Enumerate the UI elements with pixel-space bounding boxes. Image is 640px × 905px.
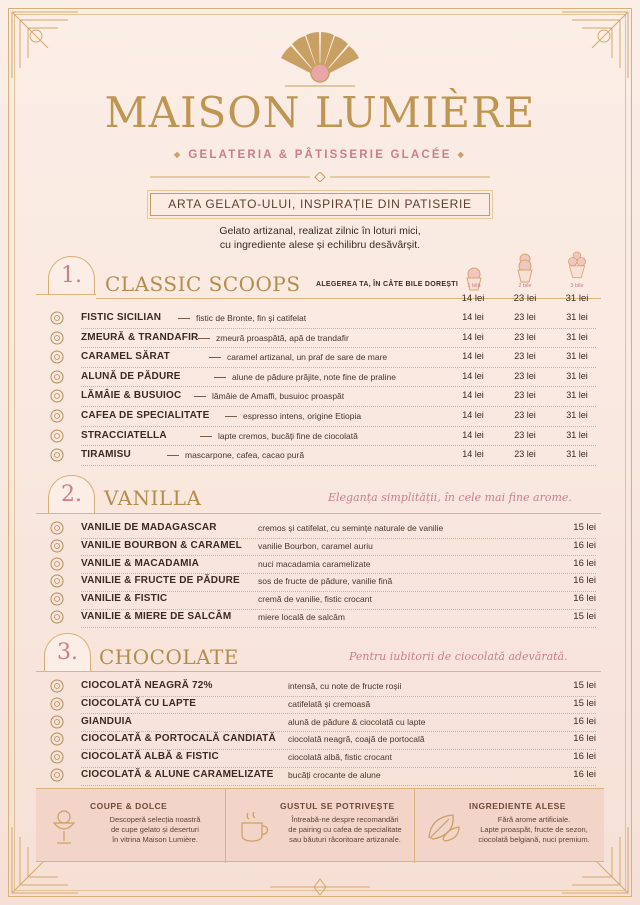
item-description: nuci macadamia caramelizate — [258, 558, 371, 569]
item-name: TIRAMISU — [81, 449, 131, 461]
menu-item-row — [48, 348, 596, 368]
item-price: 16 lei — [573, 733, 596, 745]
pistachio-icon — [50, 311, 64, 325]
honey-icon — [50, 610, 64, 624]
item-name: CIOCOLATĂ NEAGRĂ 72% — [81, 680, 213, 691]
item-description: sos de fructe de pădure, vanilie fină — [258, 576, 393, 587]
menu-item-row — [48, 519, 596, 539]
price-three-scoops: 31 lei — [566, 429, 588, 440]
coffee-bean-icon — [50, 409, 64, 423]
art-deco-fan-logo-icon — [275, 28, 365, 90]
item-name: CIOCOLATĂ ALBĂ & FISTIC — [81, 751, 219, 763]
subtitle-ampersand: & — [278, 149, 290, 161]
orange-icon — [50, 732, 64, 746]
menu-item-row — [48, 446, 596, 466]
price-one-scoop: 14 lei — [462, 331, 484, 342]
item-description: cremă de vanilie, fistic crocant — [258, 594, 372, 605]
item-price: 16 lei — [573, 769, 596, 780]
item-price: 16 lei — [573, 557, 596, 569]
menu-item-row — [48, 309, 596, 329]
intro-line: Gelato artizanal, realizat zilnic în loturi mici, — [219, 225, 421, 237]
sizes-caption: ALEGEREA TA, ÎN CÂTE BILE DOREȘTI — [316, 281, 459, 288]
diamond-icon: ◆ — [457, 150, 466, 159]
item-description: intensă, cu note de fructe roșii — [288, 681, 402, 691]
price-three-scoops: 31 lei — [566, 312, 588, 322]
section-rule — [36, 671, 96, 672]
item-price: 15 lei — [573, 522, 596, 533]
intro-line: cu ingrediente alese și echilibru desăvârșit. — [219, 239, 421, 251]
menu-item-row — [48, 677, 596, 697]
ornament-divider-icon — [150, 172, 490, 182]
white-chocolate-icon — [50, 750, 64, 764]
row-divider — [81, 465, 596, 466]
section-number: 1. — [48, 256, 95, 294]
item-description: fistic de Bronte, fin și catifelat — [196, 313, 307, 323]
item-name: VANILIE & MIERE DE SALCÂM — [81, 611, 232, 622]
item-name: CIOCOLATĂ CU LAPTE — [81, 697, 197, 709]
price-two-scoops: 23 lei — [514, 351, 536, 362]
price-one-scoop: 14 lei — [462, 410, 484, 420]
leader-dash — [214, 377, 226, 378]
feature-line: ciocolată belgiană, nuci premium. — [478, 835, 590, 844]
item-price: 16 lei — [573, 751, 596, 763]
item-description: alună de pădure & ciocolată cu lapte — [288, 716, 426, 727]
item-description: espresso intens, origine Etiopia — [243, 411, 362, 421]
leader-dash — [198, 338, 210, 339]
menu-item-row — [48, 766, 596, 786]
chocolate-flake-icon — [50, 429, 64, 443]
item-name: STRACCIATELLA — [81, 429, 167, 441]
berries-icon — [50, 574, 64, 588]
menu-item-row — [48, 427, 596, 447]
item-description: bucăți crocante de alune — [288, 770, 381, 780]
subtitle-patisserie: PÂTISSERIE GLACÉE — [294, 149, 452, 161]
item-description: lămâie de Amaffi, busuioc proaspăt — [212, 391, 345, 402]
item-description: alune de pădure prăjite, note fine de praline — [232, 371, 396, 382]
price-three-scoops: 31 lei — [566, 331, 588, 342]
section-title-vanilla: VANILLA — [104, 486, 202, 510]
menu-item-row — [48, 695, 596, 715]
feature-line: Lapte proaspăt, fructe de sezon, — [480, 825, 588, 834]
item-name: ALUNĂ DE PĂDURE — [81, 370, 181, 382]
art-deco-corner-icon — [8, 8, 98, 98]
price-two-scoops: 23 lei — [514, 331, 536, 342]
menu-item-row — [48, 329, 596, 349]
price-three-scoops: 31 lei — [566, 390, 588, 401]
size-label: 3 bile — [570, 283, 584, 289]
section-number: 3. — [44, 633, 91, 671]
item-description: zmeură proaspătă, apă de trandafir — [216, 332, 349, 343]
item-name: ZMEURĂ & TRANDAFIR — [81, 331, 199, 343]
item-name: VANILIE DE MADAGASCAR — [81, 522, 217, 533]
brand-subtitle — [0, 149, 640, 161]
gianduia-icon — [50, 715, 64, 729]
price-two-scoops: 23 lei — [514, 429, 536, 440]
price-three-scoops: 31 lei — [566, 449, 588, 460]
milk-chocolate-icon — [50, 697, 64, 711]
price-three-scoops: 31 lei — [566, 370, 588, 381]
price-three-scoops: 31 lei — [566, 410, 588, 420]
item-name: VANILIE & FISTIC — [81, 593, 168, 605]
features-panel — [36, 788, 604, 862]
section-title-chocolate: CHOCOLATE — [99, 645, 239, 669]
item-price: 15 lei — [573, 680, 596, 691]
menu-item-row — [48, 555, 596, 575]
size-label: 1 bilă — [467, 283, 481, 289]
caramel-icon — [50, 350, 64, 364]
brand-name: MAISON LUMIÈRE — [104, 88, 536, 137]
item-description: ciocolată albă, fistic crocant — [288, 752, 392, 763]
hazelnut-icon — [50, 370, 64, 384]
vanilla-flower-icon — [50, 521, 64, 535]
pistachio-icon — [50, 592, 64, 606]
price-three-scoops: 31 lei — [566, 351, 588, 362]
feature-text — [469, 815, 599, 845]
two-scoop-cup-icon — [514, 253, 536, 283]
item-description: ciocolată neagră, coajă de portocală — [288, 734, 425, 745]
feature-pairing — [225, 789, 414, 863]
item-price: 16 lei — [573, 575, 596, 587]
item-name: CARAMEL SĂRAT — [81, 351, 170, 363]
feature-line: în vitrina Maison Lumière. — [112, 835, 198, 844]
diamond-icon: ◆ — [174, 150, 183, 159]
item-description: cremos și catifelat, cu semințe naturale de vanilie — [258, 523, 444, 533]
menu-item-row — [48, 572, 596, 592]
section-number: 2. — [48, 475, 95, 513]
leader-dash — [200, 436, 212, 437]
feature-line: Descoperă selecția noastră — [109, 815, 201, 824]
footer-ornament-icon — [0, 865, 640, 905]
item-price: 16 lei — [573, 593, 596, 605]
price-one-scoop: 14 lei — [462, 370, 484, 381]
cup-icon — [234, 807, 274, 847]
raspberry-icon — [50, 331, 64, 345]
item-description: lapte cremos, bucăți fine de ciocolată — [218, 430, 358, 441]
price-two-scoops: 23 lei — [514, 390, 536, 401]
size-label: 2 bile — [518, 283, 532, 289]
item-name: CIOCOLATĂ & ALUNE CARAMELIZATE — [81, 769, 274, 780]
menu-item-row — [48, 590, 596, 610]
item-price: 15 lei — [573, 611, 596, 622]
feature-text — [90, 815, 220, 845]
leader-dash — [225, 416, 237, 417]
size-price: 31 lei — [565, 293, 589, 304]
feature-line: sau băuturi răcoritoare artizanale. — [289, 835, 401, 844]
leader-dash — [178, 318, 190, 319]
item-name: CAFEA DE SPECIALITATE — [81, 410, 210, 421]
price-one-scoop: 14 lei — [462, 449, 484, 460]
tagline-banner: ARTA GELATO-ULUI, INSPIRAȚIE DIN PATISERIE — [150, 193, 490, 216]
section-rule — [36, 294, 96, 295]
feature-title: COUPE & DOLCE — [90, 801, 168, 811]
cocoa-icon — [50, 679, 64, 693]
section-tagline: Eleganța simplității, în cele mai fine arome. — [328, 491, 572, 504]
item-description: mascarpone, cafea, cacao pură — [185, 450, 305, 461]
price-two-scoops: 23 lei — [514, 449, 536, 460]
price-two-scoops: 23 lei — [514, 410, 536, 420]
item-name: LĂMÂIE & BUSUIOC — [81, 390, 182, 402]
subtitle-gelateria: GELATERIA — [188, 149, 274, 161]
feature-line: de pairing cu cafea de specialitate — [288, 825, 402, 834]
three-scoop-cup-icon — [566, 250, 588, 280]
tiramisu-icon — [50, 448, 64, 462]
feature-title: INGREDIENTE ALESE — [469, 801, 566, 811]
section-tagline: Pentru iubitorii de ciocolată adevărată. — [349, 650, 568, 663]
item-name: CIOCOLATĂ & PORTOCALĂ CANDIATĂ — [81, 733, 276, 745]
menu-item-row — [48, 608, 596, 628]
art-deco-corner-icon — [542, 8, 632, 98]
feature-text — [280, 815, 410, 845]
item-description: miere locală de salcâm — [258, 612, 345, 622]
feature-line: Fără arome artificiale. — [497, 815, 571, 824]
item-name: VANILIE BOURBON & CARAMEL — [81, 539, 242, 551]
intro-text — [150, 224, 490, 252]
leader-dash — [194, 396, 206, 397]
menu-item-row — [48, 387, 596, 407]
lemon-icon — [50, 389, 64, 403]
row-divider — [81, 627, 596, 628]
leader-dash — [167, 455, 179, 456]
item-price: 16 lei — [573, 715, 596, 727]
vanilla-flower-icon — [50, 539, 64, 553]
feature-title: GUSTUL SE POTRIVEȘTE — [280, 801, 395, 811]
coupe-icon — [44, 807, 84, 847]
item-description: caramel artizanal, un praf de sare de mare — [227, 352, 388, 363]
item-price: 16 lei — [573, 539, 596, 551]
menu-item-row — [48, 730, 596, 750]
size-price: 14 lei — [461, 293, 485, 304]
feature-line: de cupe gelato și deserturi — [111, 825, 199, 834]
menu-item-row — [48, 537, 596, 557]
menu-item-row — [48, 713, 596, 733]
caramel-nut-icon — [50, 768, 64, 782]
price-one-scoop: 14 lei — [462, 429, 484, 440]
item-price: 15 lei — [573, 697, 596, 709]
section-rule — [36, 513, 96, 514]
feature-coupe — [36, 789, 225, 863]
section-rule — [96, 513, 601, 514]
item-description: catifelată și cremoasă — [288, 698, 371, 709]
price-one-scoop: 14 lei — [462, 390, 484, 401]
row-divider — [81, 785, 596, 786]
item-name: GIANDUIA — [81, 715, 133, 727]
price-one-scoop: 14 lei — [462, 351, 484, 362]
item-description: vanilie Bourbon, caramel auriu — [258, 540, 373, 551]
price-one-scoop: 14 lei — [462, 312, 484, 322]
feature-line: Întreabă-ne despre recomandări — [291, 815, 399, 824]
feature-ingredients — [414, 789, 603, 863]
menu-item-row — [48, 368, 596, 388]
item-name: VANILIE & MACADAMIA — [81, 557, 200, 569]
leader-dash — [209, 357, 221, 358]
price-two-scoops: 23 lei — [514, 312, 536, 322]
item-name: FISTIC SICILIAN — [81, 312, 162, 323]
menu-item-row — [48, 407, 596, 427]
price-two-scoops: 23 lei — [514, 370, 536, 381]
section-rule — [96, 671, 601, 672]
item-name: VANILIE & FRUCTE DE PĂDURE — [81, 575, 240, 587]
section-title-classic: CLASSIC SCOOPS — [105, 272, 301, 296]
macadamia-icon — [50, 557, 64, 571]
leaf-icon — [423, 807, 463, 847]
size-price: 23 lei — [513, 293, 537, 304]
menu-item-row — [48, 748, 596, 768]
